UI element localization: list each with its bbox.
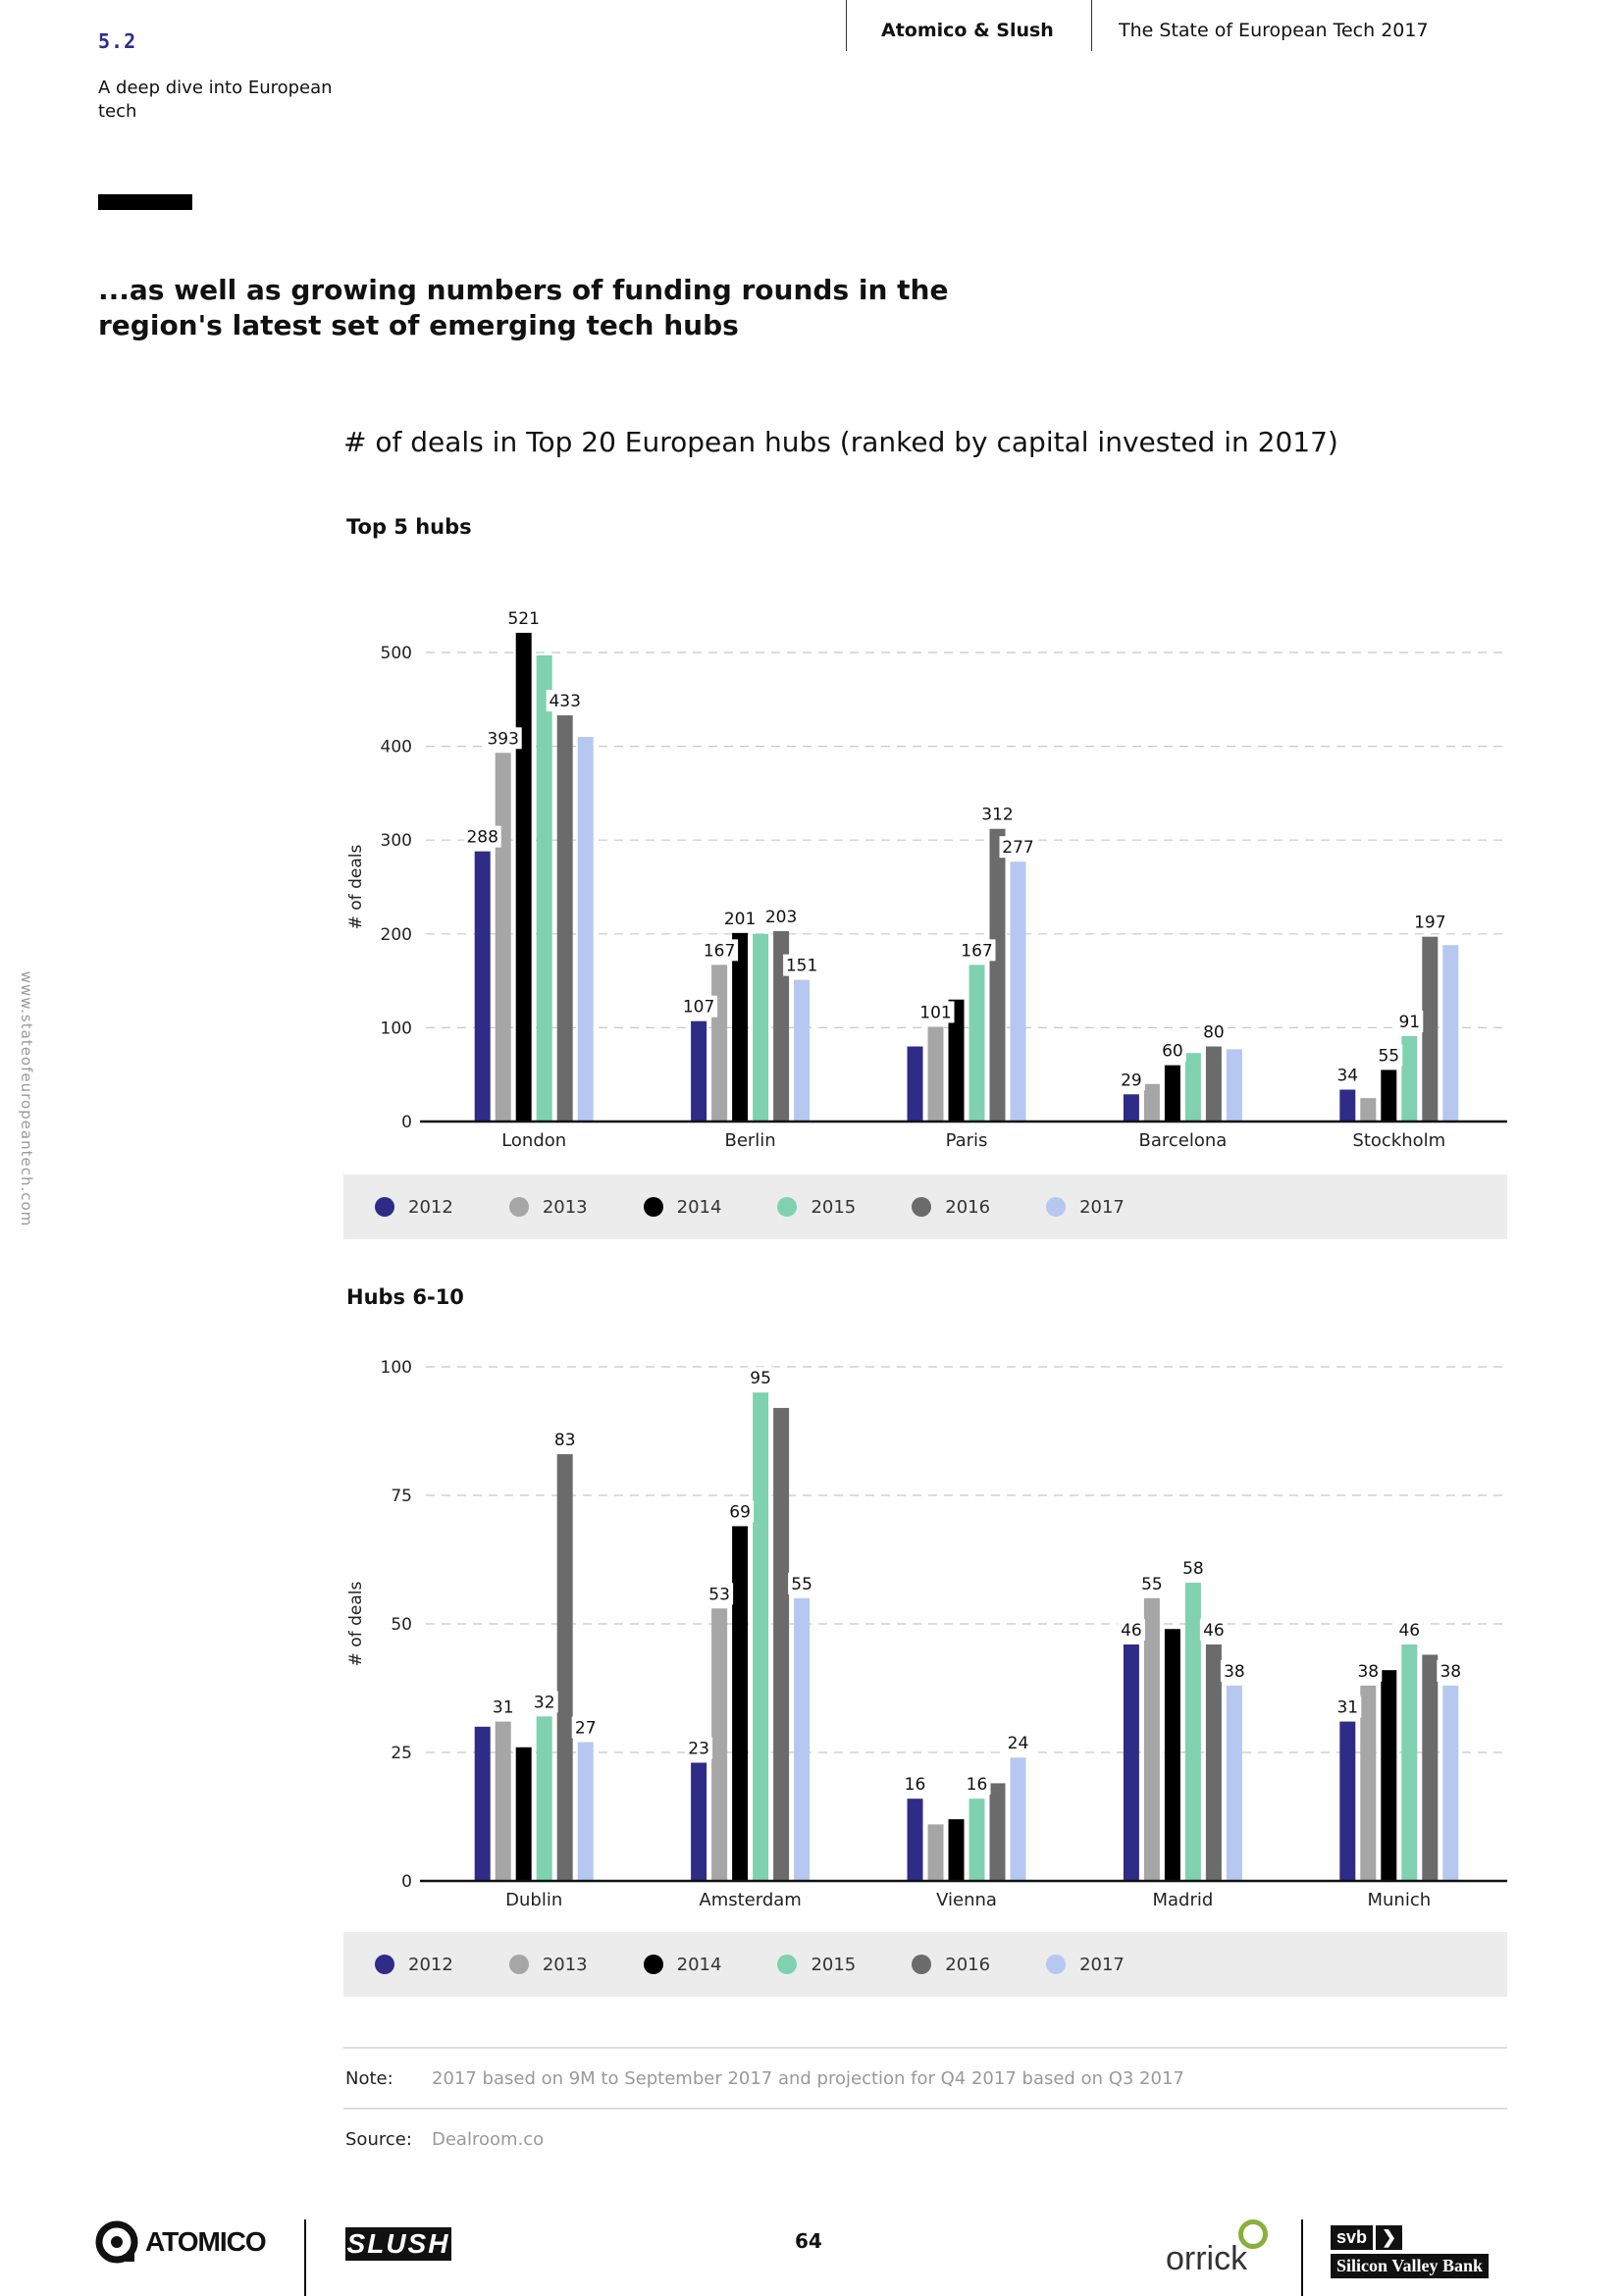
y-tick-label: 200 (380, 924, 412, 945)
x-category-label: Vienna (936, 1890, 997, 1910)
data-label: 23 (688, 1739, 709, 1759)
bar-2012-vienna (908, 1799, 923, 1881)
legend-swatch-icon (777, 1955, 797, 1974)
data-label: 167 (961, 941, 993, 962)
svb-chevron-icon: ❯ (1376, 2225, 1402, 2250)
y-tick-label: 50 (391, 1615, 412, 1635)
header-report-title: The State of European Tech 2017 (1119, 20, 1429, 41)
header-divider (846, 0, 847, 51)
legend-swatch-icon (777, 1197, 797, 1217)
note-divider (343, 2108, 1507, 2110)
bar-2014-stockholm (1381, 1070, 1396, 1122)
data-label: 433 (549, 692, 581, 712)
y-tick-label: 100 (380, 1018, 412, 1039)
legend-item-2012 (375, 1955, 453, 1975)
legend-swatch-icon (375, 1197, 394, 1217)
y-tick-label: 500 (380, 644, 412, 663)
legend-item-2013 (509, 1197, 588, 1218)
bar-2016-london (557, 715, 573, 1122)
bar-2016-stockholm (1422, 937, 1438, 1122)
bar-2017-london (578, 737, 594, 1122)
legend-item-2017 (1046, 1197, 1125, 1218)
data-label: 167 (703, 941, 736, 962)
data-label: 16 (904, 1775, 926, 1796)
data-label: 29 (1121, 1070, 1142, 1091)
legend-label: 2017 (1079, 1196, 1125, 1218)
data-label: 288 (466, 827, 498, 848)
bar-2014-dublin (516, 1748, 532, 1881)
chart-legend-hubs6-10 (343, 1932, 1507, 1997)
data-label: 277 (1002, 838, 1034, 859)
legend-swatch-icon (644, 1197, 663, 1217)
bar-2015-barcelona (1185, 1053, 1201, 1122)
bar-2017-barcelona (1227, 1049, 1242, 1122)
data-label: 203 (764, 907, 798, 927)
svb-bank-wordmark: Silicon Valley Bank (1331, 2254, 1489, 2278)
bar-2012-dublin (475, 1727, 491, 1881)
y-tick-label: 400 (380, 737, 412, 757)
bar-2014-munich (1381, 1670, 1396, 1881)
bar-2012-amsterdam (691, 1762, 707, 1881)
data-label: 55 (1378, 1046, 1400, 1067)
page-number: 64 (795, 2229, 822, 2253)
legend-label: 2015 (811, 1196, 857, 1218)
legend-label: 2017 (1079, 1954, 1125, 1975)
bar-2013-london (496, 753, 511, 1122)
legend-item-2016 (912, 1197, 990, 1218)
data-label: 55 (791, 1574, 812, 1594)
bar-2014-madrid (1165, 1629, 1180, 1881)
footer-divider (304, 2219, 306, 2296)
bar-2015-stockholm (1401, 1036, 1417, 1122)
bar-2015-amsterdam (753, 1392, 768, 1881)
x-category-label: Munich (1367, 1890, 1432, 1910)
bar-2013-amsterdam (711, 1608, 727, 1881)
bar-2013-berlin (711, 965, 727, 1122)
legend-swatch-icon (1046, 1955, 1066, 1974)
page-headline: ...as well as growing numbers of funding rounds in the region's latest set of emerging tech hubs (98, 274, 949, 341)
atomico-wordmark: ATOMICO (145, 2226, 266, 2257)
bar-2012-barcelona (1124, 1094, 1139, 1122)
data-label: 31 (1336, 1697, 1359, 1718)
legend-item-2017 (1046, 1955, 1125, 1975)
bar-2014-vienna (949, 1819, 965, 1881)
legend-swatch-icon (912, 1955, 931, 1974)
legend-swatch-icon (509, 1197, 529, 1217)
data-label: 80 (1203, 1022, 1225, 1043)
note-divider (343, 2047, 1507, 2049)
x-category-label: Amsterdam (699, 1890, 802, 1910)
data-label: 83 (553, 1431, 576, 1451)
data-label: 53 (708, 1585, 730, 1605)
data-label: 38 (1440, 1661, 1462, 1682)
data-label: 312 (981, 805, 1014, 825)
data-label: 46 (1121, 1620, 1142, 1641)
chart-subtitle-top5: Top 5 hubs (346, 515, 472, 539)
y-tick-label: 0 (401, 1113, 412, 1132)
section-number: 5.2 (98, 29, 137, 53)
orrick-logo (1166, 2219, 1264, 2278)
legend-item-2014 (644, 1955, 722, 1975)
legend-swatch-icon (1046, 1197, 1066, 1217)
bar-2015-berlin (753, 934, 768, 1122)
bar-chart-hubs6-10 (324, 1334, 1521, 1913)
data-label: 58 (1182, 1559, 1204, 1580)
x-category-label: Dublin (505, 1890, 563, 1910)
legend-item-2016 (912, 1955, 990, 1975)
bar-2012-stockholm (1339, 1089, 1355, 1122)
bar-2013-vienna (928, 1824, 944, 1881)
data-label: 151 (785, 956, 818, 976)
bar-2017-paris (1011, 861, 1026, 1122)
data-label: 38 (1224, 1661, 1245, 1682)
bar-2016-barcelona (1206, 1047, 1222, 1122)
bar-2013-madrid (1144, 1598, 1160, 1881)
side-url-text[interactable]: www.stateofeuropeantech.com (18, 970, 35, 1227)
note-label: Note: (345, 2068, 393, 2089)
slush-logo: SLUSH (346, 2228, 450, 2259)
note-text: 2017 based on 9M to September 2017 and projection for Q4 2017 based on Q3 2017 (432, 2068, 1184, 2089)
footer-divider (1301, 2219, 1303, 2296)
x-category-label: Madrid (1152, 1890, 1214, 1910)
bar-2014-london (516, 633, 532, 1122)
data-label: 27 (574, 1718, 597, 1739)
y-tick-label: 25 (391, 1744, 412, 1763)
bar-2017-vienna (1011, 1757, 1026, 1881)
chart-legend-top5 (343, 1174, 1507, 1239)
y-axis-label: # of deals (346, 1581, 366, 1667)
x-category-label: London (501, 1130, 567, 1151)
data-label: 201 (723, 909, 757, 929)
data-label: 91 (1398, 1013, 1421, 1033)
legend-label: 2013 (542, 1196, 588, 1218)
x-category-label: Stockholm (1352, 1130, 1446, 1151)
legend-swatch-icon (509, 1955, 529, 1974)
bar-2015-dublin (537, 1716, 552, 1881)
bar-2016-amsterdam (773, 1408, 789, 1881)
bar-2013-paris (928, 1026, 944, 1122)
data-label: 101 (919, 1003, 952, 1023)
legend-swatch-icon (375, 1955, 394, 1974)
svb-wordmark: svb (1331, 2225, 1373, 2250)
bar-2012-berlin (691, 1021, 707, 1122)
bar-2016-vienna (990, 1783, 1006, 1881)
bar-2013-barcelona (1144, 1084, 1160, 1122)
bar-2017-dublin (578, 1743, 594, 1881)
data-label: 107 (682, 997, 715, 1018)
section-accent-bar (98, 194, 192, 210)
bar-2012-london (475, 852, 491, 1122)
legend-label: 2012 (408, 1196, 453, 1218)
bar-2014-barcelona (1165, 1066, 1180, 1122)
legend-swatch-icon (912, 1197, 931, 1217)
data-label: 24 (1007, 1734, 1029, 1754)
data-label: 32 (533, 1693, 555, 1713)
side-url[interactable] (12, 942, 41, 1256)
atomico-icon (94, 2219, 139, 2265)
y-tick-label: 75 (391, 1487, 412, 1506)
source-text: Dealroom.co (432, 2129, 545, 2150)
bar-2017-stockholm (1442, 945, 1458, 1122)
data-label: 34 (1336, 1066, 1359, 1086)
legend-item-2015 (777, 1955, 856, 1975)
x-category-label: Paris (945, 1130, 988, 1151)
bar-2016-madrid (1206, 1644, 1222, 1881)
data-label: 46 (1203, 1620, 1225, 1641)
source-label: Source: (345, 2129, 412, 2150)
data-label: 38 (1357, 1661, 1380, 1682)
data-label: 95 (750, 1369, 771, 1389)
atomico-logo (94, 2219, 266, 2265)
data-label: 521 (507, 608, 540, 629)
legend-label: 2014 (676, 1196, 722, 1218)
data-label: 55 (1141, 1574, 1163, 1594)
bar-2012-paris (908, 1047, 923, 1122)
chart-subtitle-hubs6-10: Hubs 6-10 (346, 1285, 464, 1309)
bar-2016-paris (990, 829, 1006, 1122)
data-label: 16 (966, 1775, 988, 1796)
bar-2014-amsterdam (732, 1526, 748, 1881)
bar-chart-top5 (324, 589, 1521, 1158)
svb-logo (1331, 2225, 1489, 2278)
bar-2015-munich (1401, 1644, 1417, 1881)
header-divider (1091, 0, 1092, 51)
y-tick-label: 0 (401, 1872, 412, 1892)
bar-2015-vienna (969, 1799, 985, 1881)
legend-item-2013 (509, 1955, 588, 1975)
y-axis-label: # of deals (346, 844, 366, 930)
bar-2014-berlin (732, 933, 748, 1122)
legend-label: 2016 (945, 1954, 991, 1975)
bar-2015-paris (969, 965, 985, 1122)
chart-title: # of deals in Top 20 European hubs (ranked by capital invested in 2017) (343, 426, 1338, 458)
legend-label: 2015 (811, 1954, 857, 1975)
legend-item-2012 (375, 1197, 453, 1218)
x-category-label: Berlin (724, 1130, 776, 1151)
bar-2017-madrid (1227, 1686, 1242, 1881)
section-subtitle: A deep dive into European tech (98, 78, 333, 122)
bar-2015-london (537, 655, 552, 1122)
orrick-wordmark: orrick (1166, 2240, 1248, 2277)
bar-2017-munich (1442, 1686, 1458, 1881)
bar-2012-munich (1339, 1722, 1355, 1881)
legend-swatch-icon (644, 1955, 663, 1974)
bar-2016-munich (1422, 1654, 1438, 1881)
legend-label: 2016 (945, 1196, 991, 1218)
data-label: 31 (492, 1697, 514, 1718)
bar-2013-dublin (496, 1722, 511, 1881)
bar-2012-madrid (1124, 1644, 1139, 1881)
bar-2017-amsterdam (794, 1598, 810, 1881)
legend-label: 2014 (676, 1954, 722, 1975)
y-tick-label: 100 (380, 1358, 412, 1378)
bar-2016-dublin (557, 1454, 573, 1881)
data-label: 60 (1162, 1041, 1183, 1062)
data-label: 393 (487, 729, 519, 750)
legend-label: 2012 (408, 1954, 453, 1975)
legend-item-2015 (777, 1197, 856, 1218)
bar-2017-berlin (794, 980, 810, 1122)
x-category-label: Barcelona (1138, 1130, 1228, 1151)
legend-label: 2013 (542, 1954, 588, 1975)
data-label: 197 (1414, 913, 1446, 933)
header-publisher: Atomico & Slush (881, 20, 1054, 41)
bar-2013-stockholm (1360, 1098, 1376, 1122)
data-label: 69 (729, 1502, 751, 1523)
bar-2013-munich (1360, 1686, 1376, 1881)
y-tick-label: 300 (380, 831, 412, 852)
legend-item-2014 (644, 1197, 722, 1218)
bar-2015-madrid (1185, 1583, 1201, 1881)
data-label: 46 (1398, 1620, 1421, 1641)
